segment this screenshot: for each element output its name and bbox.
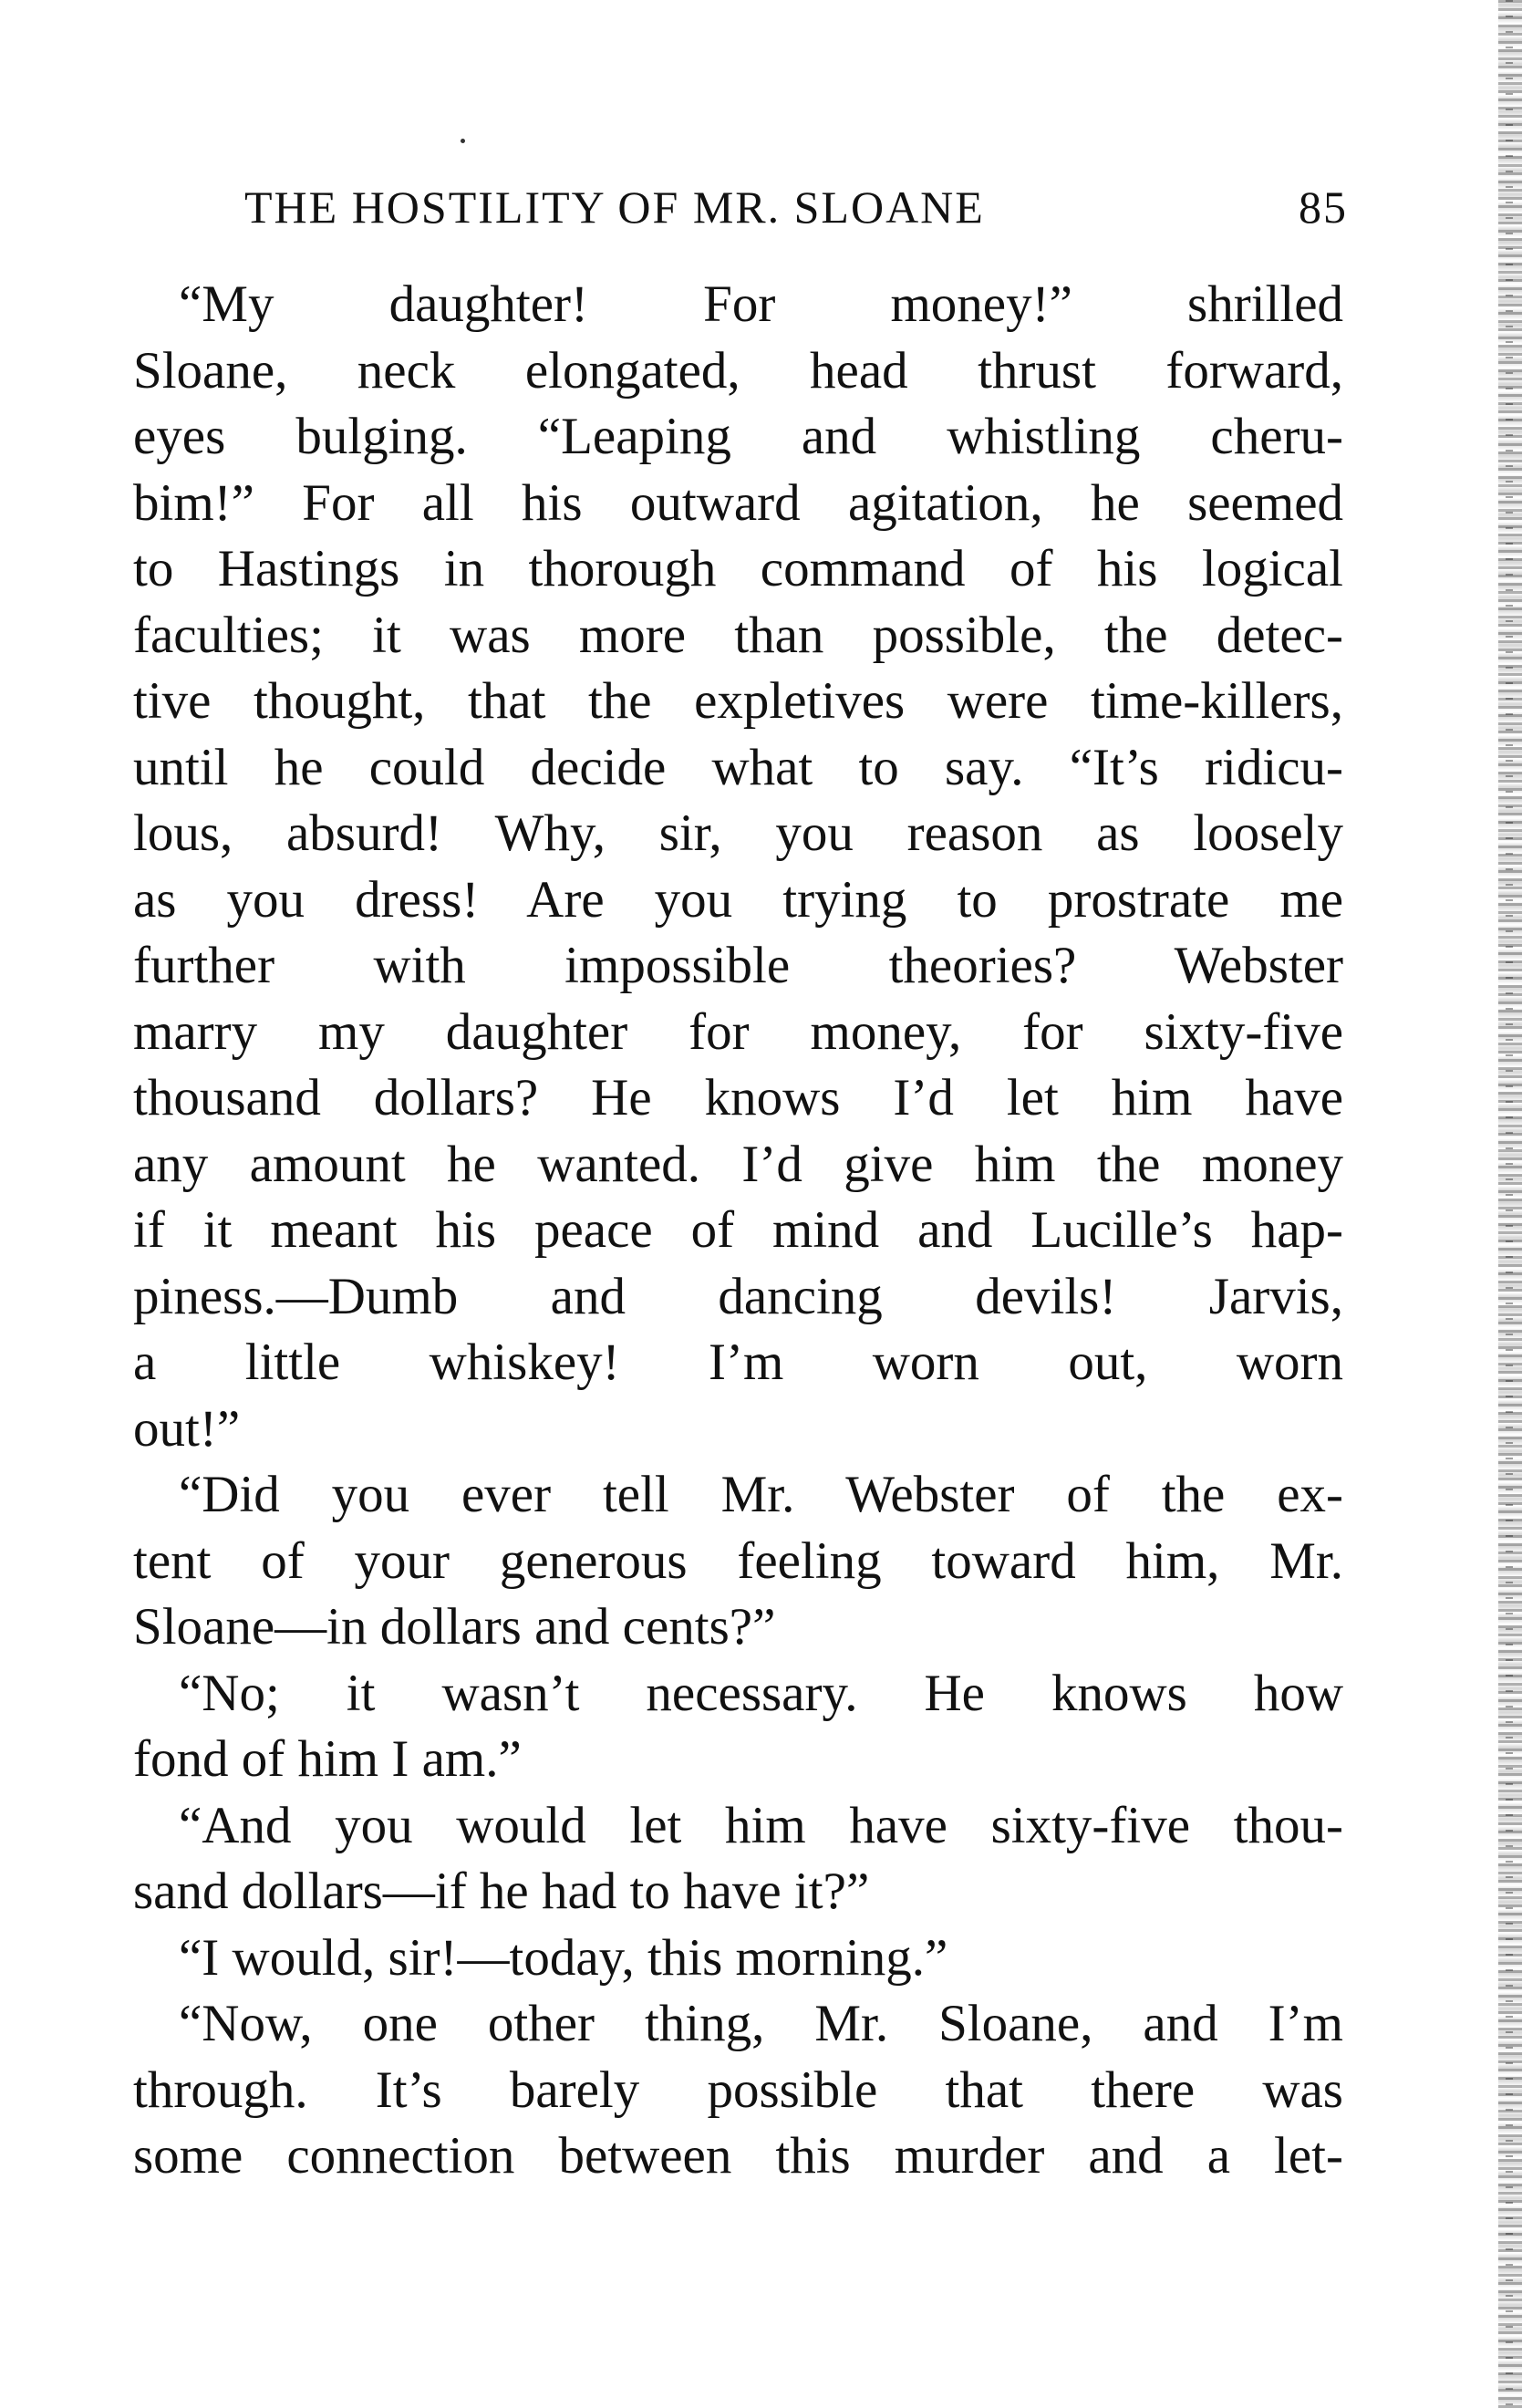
running-head: [244, 175, 1348, 239]
print-speck: [461, 139, 465, 143]
text-line: through. It’s barely possible that there was: [133, 2060, 1343, 2119]
text-line: out!”: [133, 1399, 241, 1458]
text-line: “I would, sir!—today, this morning.”: [179, 1928, 948, 1987]
text-line: “Now, one other thing, Mr. Sloane, and I’m: [179, 1995, 1343, 2052]
text-line: as you dress! Are you trying to prostrate me: [133, 870, 1343, 929]
running-head-title: THE HOSTILITY OF MR. SLOANE: [244, 182, 985, 233]
text-line: lous, absurd! Why, sir, you reason as loosely: [133, 804, 1343, 862]
text-line: to Hastings in thorough command of his logical: [133, 540, 1343, 597]
text-line: tive thought, that the expletives were time-killers,: [133, 672, 1343, 730]
text-line: “Did you ever tell Mr. Webster of the ex-: [179, 1466, 1343, 1523]
text-line: eyes bulging. “Leaping and whistling cheru-: [133, 408, 1343, 465]
page-number: 85: [1299, 182, 1348, 233]
page-edge-marks: [1506, 0, 1513, 2408]
text-line: sand dollars—if he had to have it?”: [133, 1863, 870, 1920]
text-line: tent of your generous feeling toward him, Mr.: [133, 1531, 1343, 1590]
text-line: some connection between this murder and a let-: [133, 2127, 1343, 2185]
text-line: Sloane, neck elongated, head thrust forward,: [133, 341, 1343, 400]
text-line: a little whiskey! I’m worn out, worn: [133, 1334, 1343, 1391]
text-line: “My daughter! For money!” shrilled: [179, 275, 1343, 333]
text-line: “And you would let him have sixty-five thou-: [179, 1796, 1343, 1854]
text-line: “No; it wasn’t necessary. He knows how: [179, 1664, 1343, 1722]
text-line: faculties; it was more than possible, the detec-: [133, 606, 1343, 664]
text-line: if it meant his peace of mind and Lucille’s hap-: [133, 1201, 1343, 1259]
text-line: until he could decide what to say. “It’s ridicu-: [133, 738, 1343, 796]
text-line: bim!” For all his outward agitation, he seemed: [133, 473, 1343, 532]
text-line: marry my daughter for money, for sixty-five: [133, 1002, 1343, 1061]
text-line: any amount he wanted. I’d give him the money: [133, 1135, 1343, 1193]
text-line: fond of him I am.”: [133, 1730, 522, 1788]
text-line: thousand dollars? He knows I’d let him have: [133, 1069, 1343, 1126]
text-line: further with impossible theories? Webster: [133, 937, 1343, 994]
body-text: [133, 272, 1343, 2190]
text-line: piness.—Dumb and dancing devils! Jarvis,: [133, 1267, 1343, 1325]
text-line: Sloane—in dollars and cents?”: [133, 1598, 776, 1656]
